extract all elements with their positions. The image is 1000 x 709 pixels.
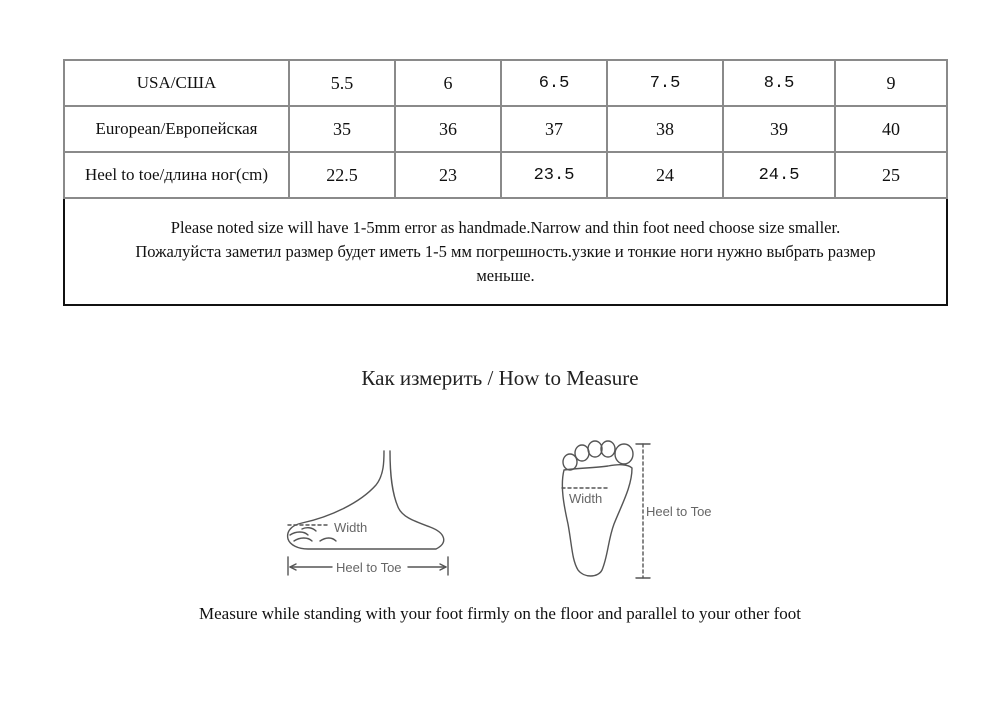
table-row-heel-to-toe bbox=[64, 152, 947, 198]
side-foot-icon bbox=[280, 445, 460, 585]
measure-title: Как измерить / How to Measure bbox=[361, 366, 639, 390]
note-line-english: Please noted size will have 1-5mm error as handmade.Narrow and thin foot need choose size smaller. bbox=[170, 217, 841, 237]
usa-size-cell: 6 bbox=[395, 60, 501, 106]
usa-size-cell: 6.5 bbox=[501, 60, 607, 106]
note-line-russian: Пожалуйста заметил размер будет иметь 1-5 мм погрешность.узкие и тонкие ноги нужно выбрать размер bbox=[135, 241, 876, 261]
row-label-heel-to-toe: Heel to toe/длина ног(cm) bbox=[64, 152, 289, 198]
eu-size-cell: 37 bbox=[501, 106, 607, 152]
row-label-usa: USA/США bbox=[64, 60, 289, 106]
length-cell: 25 bbox=[835, 152, 947, 198]
table-row-european bbox=[64, 106, 947, 152]
side-width-label: Width bbox=[334, 520, 368, 535]
length-cell: 23 bbox=[395, 152, 501, 198]
usa-size-cell: 5.5 bbox=[289, 60, 395, 106]
row-label-european: European/Европейская bbox=[64, 106, 289, 152]
table-row-note bbox=[64, 198, 947, 305]
eu-size-cell: 38 bbox=[607, 106, 723, 152]
top-view-diagram bbox=[548, 436, 728, 586]
eu-size-cell: 39 bbox=[723, 106, 835, 152]
top-length-label: Heel to Toe bbox=[646, 504, 712, 519]
note-line-russian-end: меньше. bbox=[476, 265, 535, 285]
length-cell: 23.5 bbox=[501, 152, 607, 198]
top-width-label: Width bbox=[569, 491, 603, 506]
eu-size-cell: 35 bbox=[289, 106, 395, 152]
side-length-label: Heel to Toe bbox=[336, 560, 402, 575]
top-foot-icon bbox=[548, 436, 728, 586]
eu-size-cell: 40 bbox=[835, 106, 947, 152]
side-view-diagram bbox=[280, 445, 460, 585]
length-cell: 22.5 bbox=[289, 152, 395, 198]
measure-caption: Measure while standing with your foot firmly on the floor and parallel to your other foot bbox=[199, 604, 801, 623]
eu-size-cell: 36 bbox=[395, 106, 501, 152]
size-note bbox=[64, 198, 947, 305]
length-cell: 24.5 bbox=[723, 152, 835, 198]
usa-size-cell: 7.5 bbox=[607, 60, 723, 106]
usa-size-cell: 9 bbox=[835, 60, 947, 106]
usa-size-cell: 8.5 bbox=[723, 60, 835, 106]
size-chart-table bbox=[63, 59, 948, 306]
length-cell: 24 bbox=[607, 152, 723, 198]
table-row-usa bbox=[64, 60, 947, 106]
